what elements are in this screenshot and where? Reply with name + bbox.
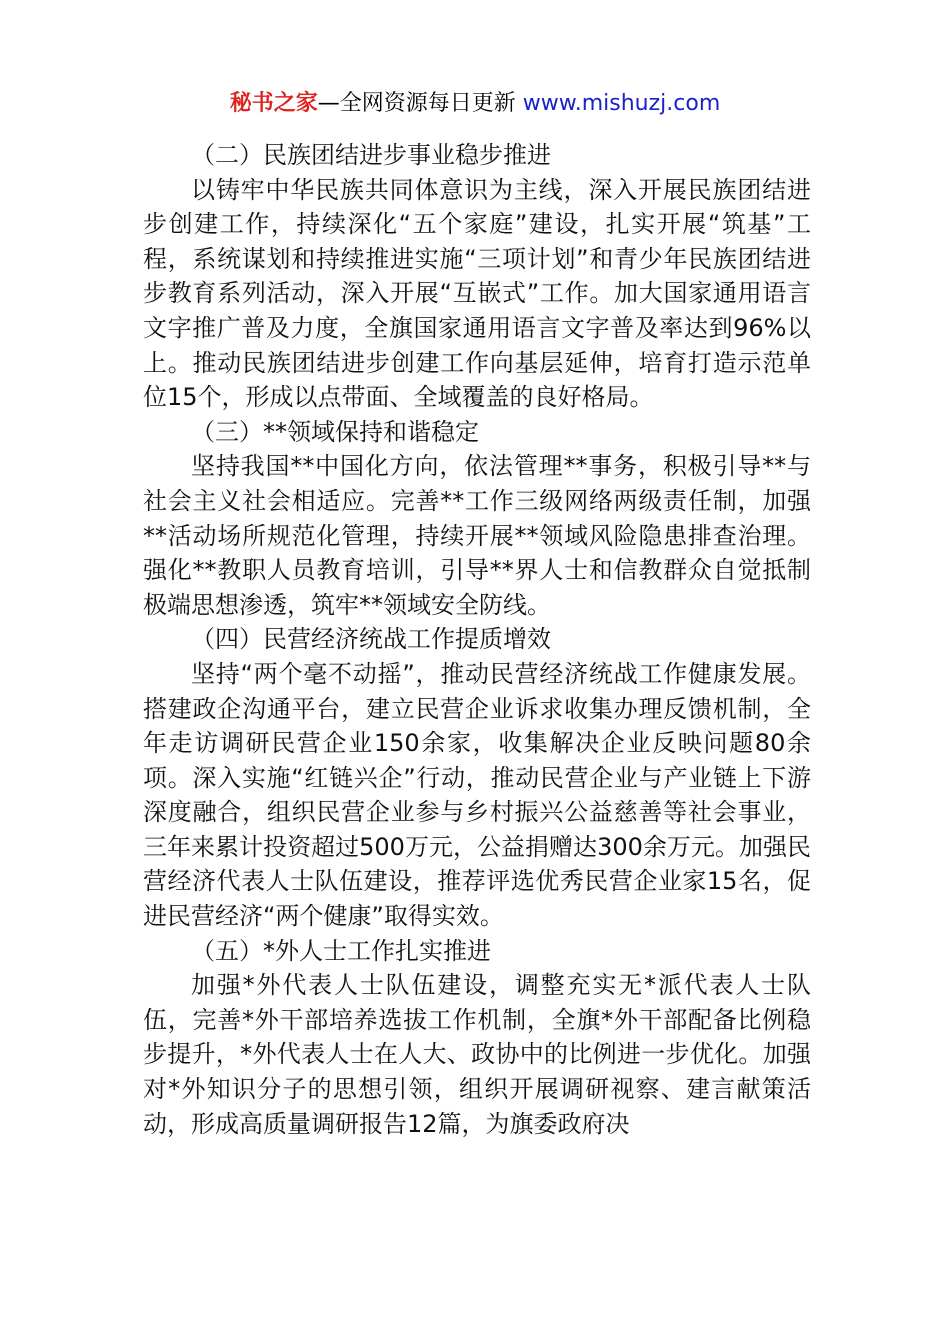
- section-paragraph: 坚持我国**中国化方向，依法管理**事务，积极引导**与社会主义社会相适应。完善**工作三级网络两级责任制，加强**活动场所规范化管理，持续开展**领域风险隐患排查治理。强化**教职人员教育培训，引导**界人士和信教群众自觉抵制极端思想渗透，筑牢**领域安全防线。: [143, 452, 811, 619]
- section-heading: （三）**领域保持和谐稳定: [191, 417, 479, 446]
- site-slogan: —全网资源每日更新: [317, 91, 523, 116]
- section-paragraph: 坚持“两个毫不动摇”，推动民营经济统战工作健康发展。搭建政企沟通平台，建立民营企业诉求收集办理反馈机制，全年走访调研民营企业150余家，收集解决企业反映问题80余项。深入实施“红链兴企”行动，推动民营企业与产业链上下游深度融合，组织民营企业参与乡村振兴公益慈善等社会事业，三年来累计投资超过500万元，公益捐赠达300余万元。加强民营经济代表人士队伍建设，推荐评选优秀民营企业家15名，促进民营经济“两个健康”取得实效。: [143, 659, 811, 931]
- section-heading: （四）民营经济统战工作提质增效: [191, 625, 551, 654]
- section-heading: （二）民族团结进步事业稳步推进: [191, 141, 551, 169]
- section-paragraph: 加强*外代表人士队伍建设，调整充实无*派代表人士队伍，完善*外干部培养选拔工作机制，全旗*外干部配备比例稳步提升，*外代表人士在人大、政协中的比例进一步优化。加强对*外知识分子的思想引领，组织开展调研视察、建言献策活动，形成高质量调研报告12篇，为旗委政府决: [143, 971, 811, 1138]
- section-heading: （五）*外人士工作扎实推进: [191, 936, 491, 965]
- document-body: [143, 138, 811, 1141]
- section-paragraph: 以铸牢中华民族共同体意识为主线，深入开展民族团结进步创建工作，持续深化“五个家庭”建设，扎实开展“筑基”工程，系统谋划和持续推进实施“三项计划”和青少年民族团结进步教育系列活动，深入开展“互嵌式”工作。加大国家通用语言文字推广普及力度，全旗国家通用语言文字普及率达到96%以上。推动民族团结进步创建工作向基层延伸，培育打造示范单位15个，形成以点带面、全域覆盖的良好格局。: [143, 175, 811, 412]
- site-header: [0, 88, 950, 120]
- site-url-link[interactable]: www.mishuzj.com: [522, 91, 721, 116]
- site-brand: 秘书之家: [229, 91, 318, 116]
